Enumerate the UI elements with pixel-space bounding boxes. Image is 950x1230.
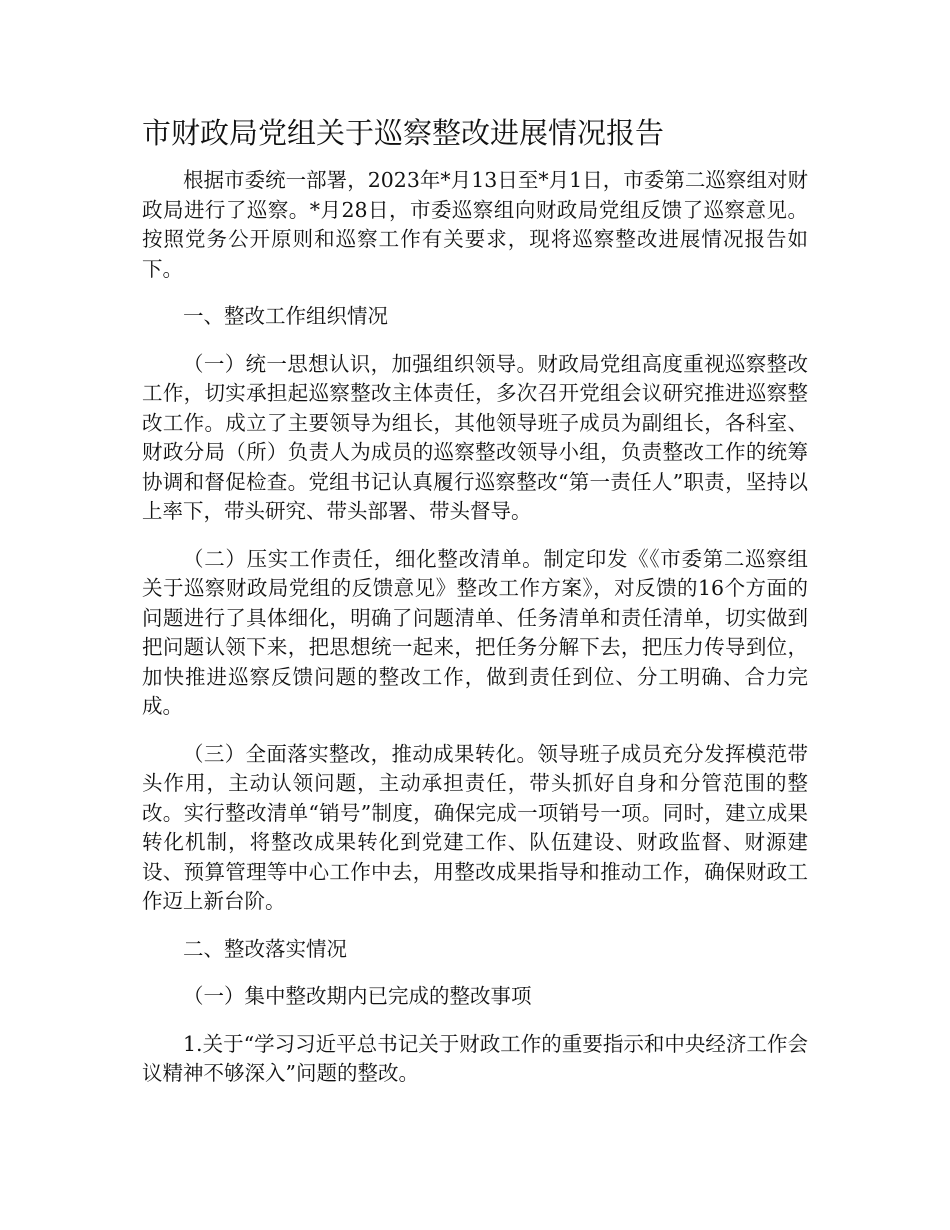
section-1-paragraph-3: （三）全面落实整改，推动成果转化。领导班子成员充分发挥模范带头作用，主动认领问题，主动承担责任，带头抓好自身和分管范围的整改。实行整改清单“销号”制度，确保完成一项销号一项。同时，建立成果转化机制，将整改成果转化到党建工作、队伍建设、财政监督、财源建设、预算管理等中心工作中去，用整改成果指导和推动工作，确保财政工作迈上新台阶。 [142,741,808,913]
section-1-heading: 一、整改工作组织情况 [183,304,388,328]
intro-paragraph: 根据市委统一部署，2023年*月13日至*月1日，市委第二巡察组对财政局进行了巡察。*月28日，市委巡察组向财政局党组反馈了巡察意见。按照党务公开原则和巡察工作有关要求，现将巡察整改进展情况报告如下。 [142,168,808,281]
section-2-subheading-1: （一）集中整改期内已完成的整改事项 [183,984,532,1008]
document-title: 市财政局党组关于巡察整改进展情况报告 [142,116,665,150]
section-1-paragraph-2: （二）压实工作责任，细化整改清单。制定印发《《市委第二巡察组关于巡察财政局党组的反馈意见》整改工作方案》，对反馈的16个方面的问题进行了具体细化，明确了问题清单、任务清单和责任清单，切实做到把问题认领下来，把思想统一起来，把任务分解下去，把压力传导到位，加快推进巡察反馈问题的整改工作，做到责任到位、分工明确、合力完成。 [142,546,808,718]
section-2-heading: 二、整改落实情况 [183,936,347,961]
section-2-item-1: 1.关于“学习习近平总书记关于财政工作的重要指示和中央经济工作会议精神不够深入”问题的整改。 [142,1031,808,1085]
section-1-paragraph-1: （一）统一思想认识，加强组织领导。财政局党组高度重视巡察整改工作，切实承担起巡察整改主体责任，多次召开党组会议研究推进巡察整改工作。成立了主要领导为组长，其他领导班子成员为副组长，各科室、财政分局（所）负责人为成员的巡察整改领导小组，负责整改工作的统筹协调和督促检查。党组书记认真履行巡察整改“第一责任人”职责，坚持以上率下，带头研究、带头部署、带头督导。 [142,351,808,523]
document-page [142,110,808,1107]
